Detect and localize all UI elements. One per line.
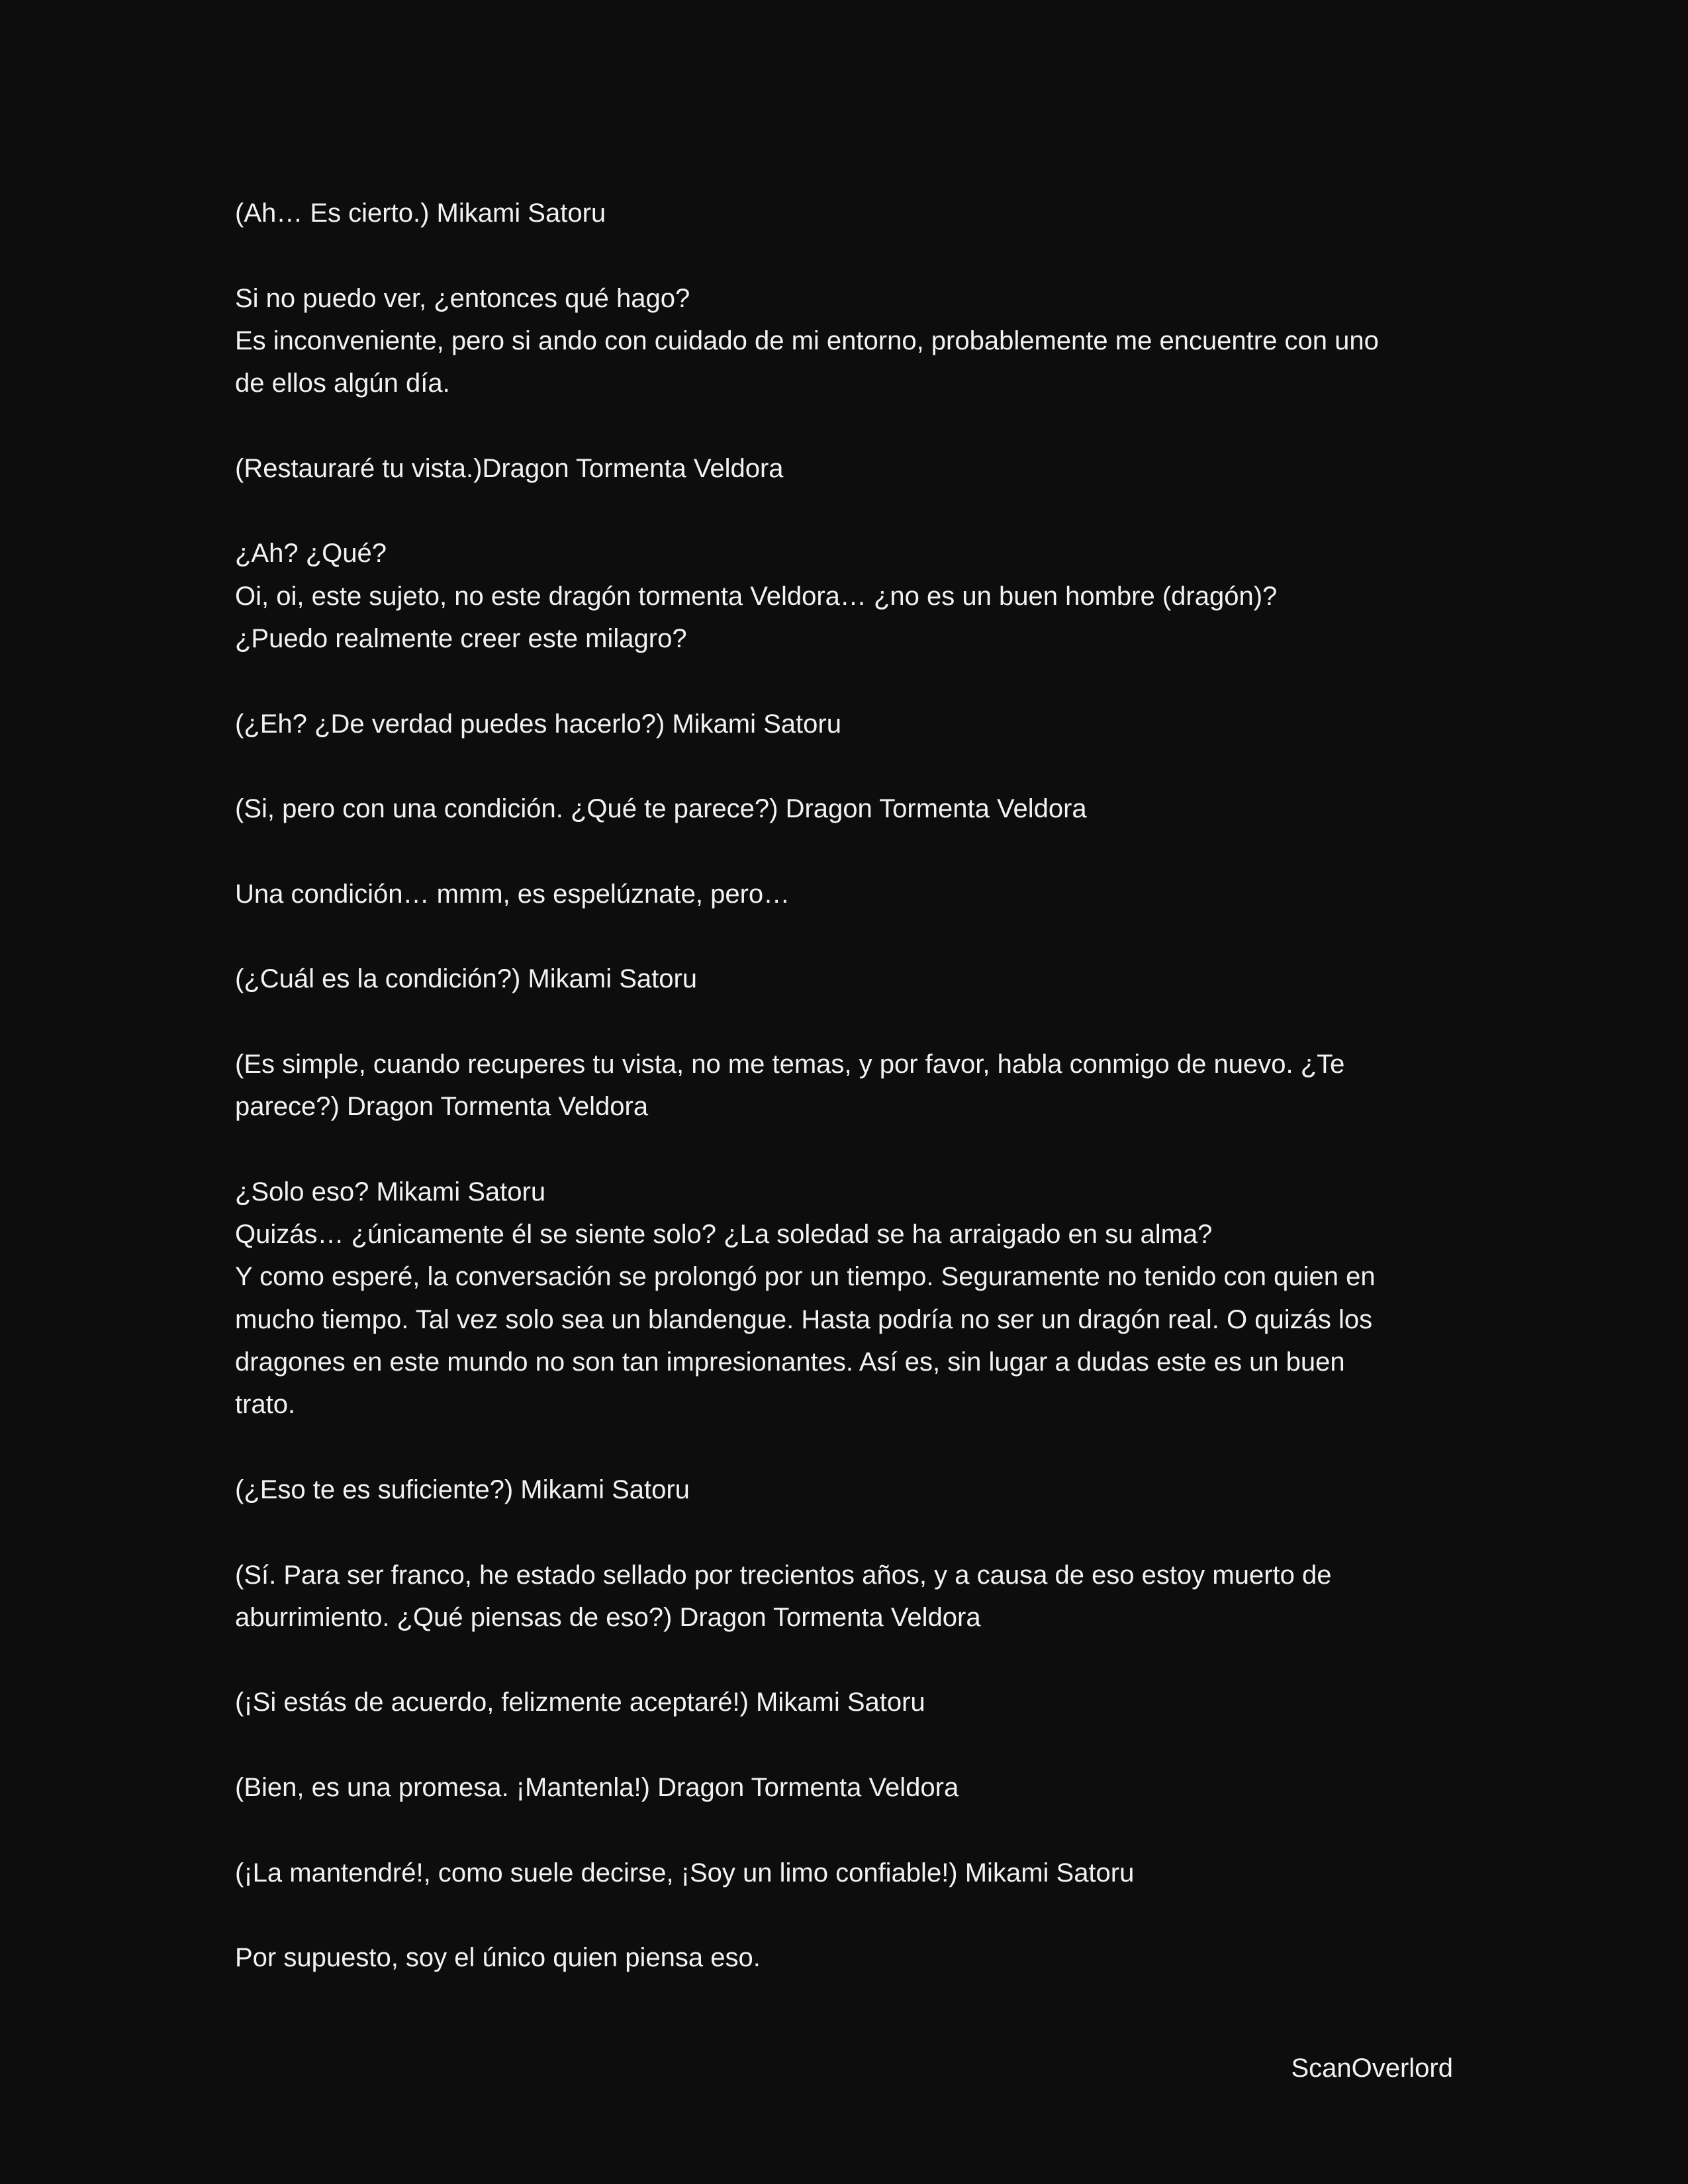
paragraph-16 [235, 1936, 1456, 1979]
text-line: (Sí. Para ser franco, he estado sellado por trecientos años, y a causa de eso estoy muerto de [235, 1560, 1332, 1590]
text-line: (¡Si estás de acuerdo, felizmente aceptaré!) Mikami Satoru [235, 1688, 925, 1717]
text-line: (¿Eso te es suficiente?) Mikami Satoru [235, 1475, 690, 1504]
text-line: Si no puedo ver, ¿entonces qué hago? [235, 283, 690, 313]
paragraph-5 [235, 703, 1456, 745]
text-line: ¿Puedo realmente creer este milagro? [235, 623, 687, 653]
signature: ScanOverlord [1291, 2054, 1453, 2083]
text-line: ¿Ah? ¿Qué? [235, 539, 387, 569]
text-line: mucho tiempo. Tal vez solo sea un blandengue. Hasta podría no ser un dragón real. O quizás los [235, 1304, 1373, 1334]
paragraph-1 [235, 192, 1456, 234]
text-line: (Si, pero con una condición. ¿Qué te parece?) Dragon Tormenta Veldora [235, 794, 1087, 824]
paragraph-13 [235, 1681, 1456, 1723]
text-line: Es inconveniente, pero si ando con cuidado de mi entorno, probablemente me encuentre con uno [235, 326, 1379, 355]
paragraph-11 [235, 1469, 1456, 1511]
text-line: Oi, oi, este sujeto, no este dragón tormenta Veldora… ¿no es un buen hombre (dragón)? [235, 581, 1278, 611]
text-line: Por supuesto, soy el único quien piensa eso. [235, 1943, 761, 1973]
paragraph-3 [235, 447, 1456, 490]
text-line: (¿Cuál es la condición?) Mikami Satoru [235, 964, 698, 994]
text-line: parece?) Dragon Tormenta Veldora [235, 1092, 649, 1122]
text-line: Quizás… ¿únicamente él se siente solo? ¿La soledad se ha arraigado en su alma? [235, 1220, 1213, 1250]
text-line: (¡La mantendré!, como suele decirse, ¡Soy un limo confiable!) Mikami Satoru [235, 1858, 1135, 1888]
text-line: Y como esperé, la conversación se prolongó por un tiempo. Seguramente no tenido con quien en [235, 1262, 1376, 1292]
text-line: aburrimiento. ¿Qué piensas de eso?) Dragon Tormenta Veldora [235, 1602, 981, 1632]
paragraph-8 [235, 958, 1456, 1000]
paragraph-9 [235, 1043, 1456, 1128]
text-line: dragones en este mundo no son tan impresionantes. Así es, sin lugar a dudas este es un buen [235, 1347, 1345, 1377]
text-line: (Ah… Es cierto.) Mikami Satoru [235, 199, 606, 228]
text-line: trato. [235, 1390, 296, 1420]
paragraph-2 [235, 277, 1456, 405]
text-line: Una condición… mmm, es espelúznate, pero… [235, 879, 790, 909]
text-line: (Es simple, cuando recuperes tu vista, no me temas, y por favor, habla conmigo de nuevo. ¿Te [235, 1049, 1345, 1079]
paragraph-10 [235, 1171, 1456, 1426]
paragraph-6 [235, 788, 1456, 830]
text-line: ¿Solo eso? Mikami Satoru [235, 1177, 546, 1206]
document-body [235, 192, 1456, 2022]
paragraph-12 [235, 1554, 1456, 1639]
paragraph-4 [235, 532, 1456, 660]
paragraph-15 [235, 1852, 1456, 1894]
text-line: (Restauraré tu vista.)Dragon Tormenta Veldora [235, 453, 784, 483]
text-line: de ellos algún día. [235, 369, 450, 398]
text-line: (Bien, es una promesa. ¡Mantenla!) Dragon Tormenta Veldora [235, 1772, 959, 1802]
paragraph-14 [235, 1766, 1456, 1809]
text-line: (¿Eh? ¿De verdad puedes hacerlo?) Mikami Satoru [235, 709, 841, 739]
paragraph-7 [235, 873, 1456, 915]
